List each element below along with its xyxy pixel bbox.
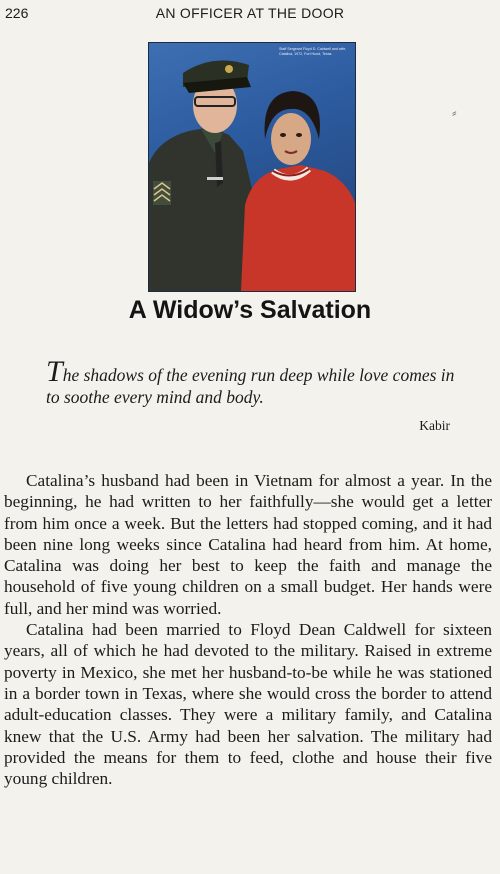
woman-face [271, 113, 311, 165]
page-number: 226 [5, 5, 29, 21]
couple-portrait [149, 43, 355, 291]
soldier-uniform [149, 127, 257, 291]
margin-mark: ⸗ [452, 106, 457, 121]
epigraph-dropcap: T [46, 355, 63, 388]
epigraph-author: Kabir [419, 418, 450, 433]
woman-shirt [241, 165, 355, 291]
epigraph-text: he shadows of the evening run deep while love comes in to soothe every mind and body. [46, 365, 455, 407]
photo [148, 42, 356, 292]
epigraph-quote [46, 355, 466, 408]
running-header: AN OFFICER AT THE DOOR [155, 5, 345, 21]
photo-caption: Staff Sergeant Floyd D. Caldwell and wife, Catalina, 1972, Fort Hood, Texas [279, 47, 347, 56]
story-title: A Widow’s Salvation [128, 296, 372, 324]
body-text [4, 470, 492, 789]
paragraph: Catalina had been married to Floyd Dean Caldwell for sixteen years, all of which he had devoted to the military. Raised in extreme poverty in Mexico, she met her husband-to-be while he was stationed in a border town in Texas, where she would cross the border to attend adult-education classes. They were a military family, and Catalina knew that the U.S. Army had been her salvation. The military had provided the means for them to feed, clothe and house their five young children. [4, 620, 492, 789]
paragraph: Catalina’s husband had been in Vietnam for almost a year. In the beginning, he had written to her faithfully—she would get a letter from him once a week. But the letters had stopped coming, and it had been nine long weeks since Catalina had heard from him. At home, Catalina was doing her best to keep the faith and manage the household of five young children on a small budget. Her hands were full, and her mind was worried. [4, 471, 492, 618]
